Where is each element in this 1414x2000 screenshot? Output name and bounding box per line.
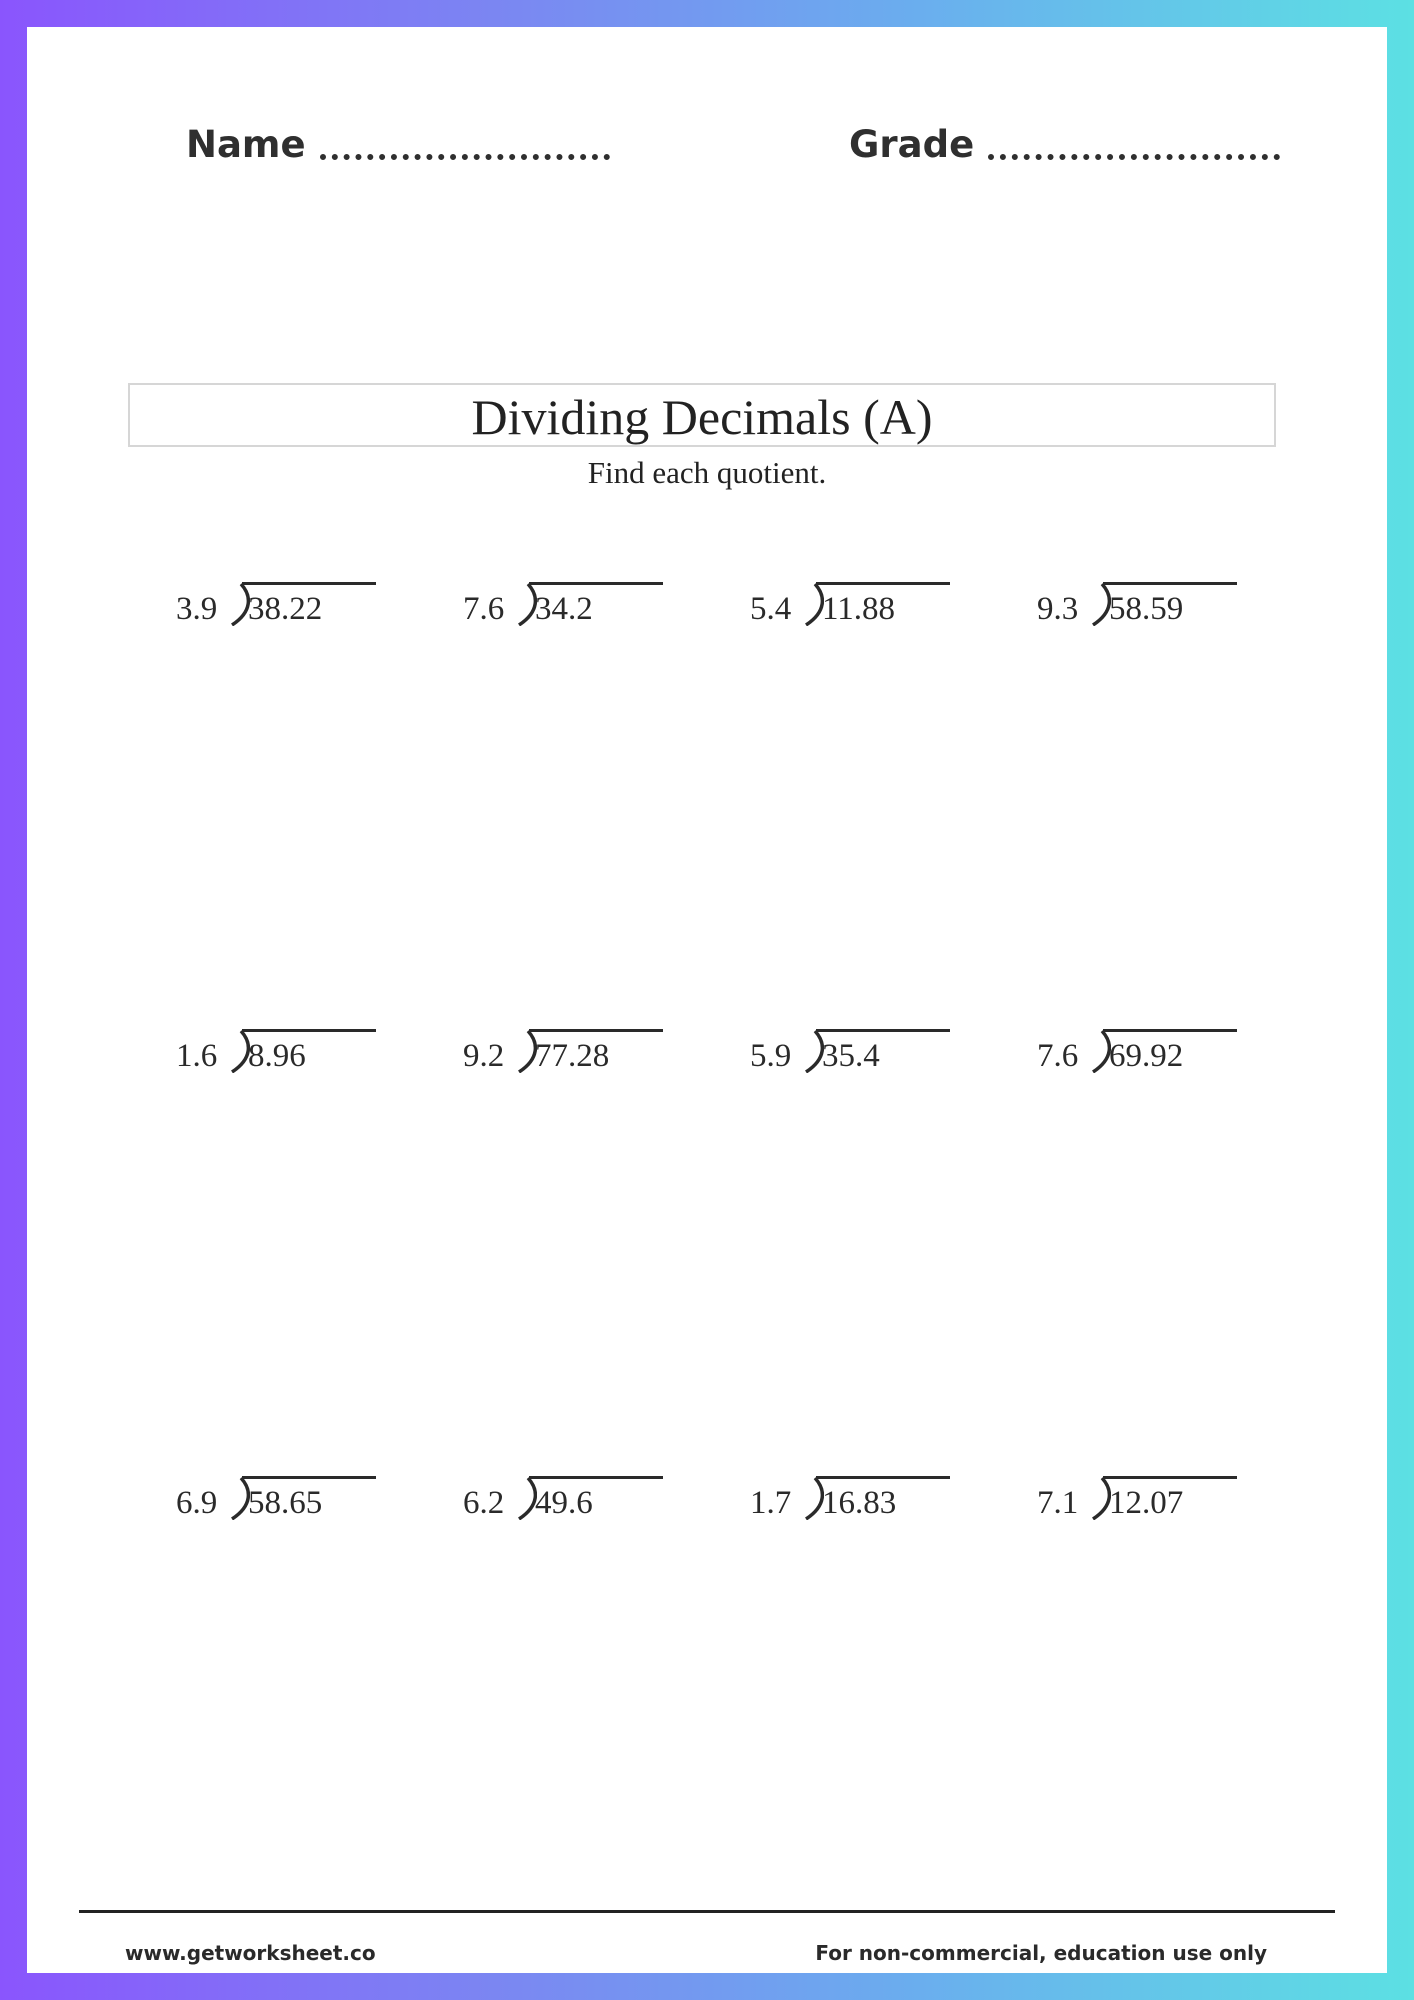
divisor: 9.3 [1037, 591, 1079, 627]
dividend: 69.92 [1109, 1038, 1184, 1074]
division-problem [750, 1029, 980, 1079]
division-bar [816, 582, 950, 585]
division-bracket [511, 1476, 537, 1520]
worksheet-title: Dividing Decimals (A) [471, 389, 933, 445]
division-bar [529, 1029, 663, 1032]
division-problem [463, 582, 693, 632]
division-problem [176, 1029, 406, 1079]
division-bracket [511, 582, 537, 626]
division-problem [1037, 1029, 1267, 1079]
divisor: 5.9 [750, 1038, 792, 1074]
division-problem [463, 1476, 693, 1526]
dividend: 49.6 [535, 1485, 593, 1521]
division-bar [816, 1029, 950, 1032]
dividend: 12.07 [1109, 1485, 1184, 1521]
divisor: 9.2 [463, 1038, 505, 1074]
divisor: 7.6 [1037, 1038, 1079, 1074]
division-bracket [1085, 582, 1111, 626]
divisor: 6.9 [176, 1485, 218, 1521]
division-bar [816, 1476, 950, 1479]
division-bar [242, 582, 376, 585]
division-bracket [798, 582, 824, 626]
division-bracket [224, 1476, 250, 1520]
division-bar [242, 1029, 376, 1032]
division-bar [1103, 1029, 1237, 1032]
title-box [128, 383, 1276, 447]
division-bracket [224, 582, 250, 626]
division-problem [750, 582, 980, 632]
divisor: 5.4 [750, 591, 792, 627]
division-problem [463, 1029, 693, 1079]
division-bracket [224, 1029, 250, 1073]
footer-divider [79, 1910, 1335, 1913]
grade-label: Grade [849, 123, 975, 166]
divisor: 3.9 [176, 591, 218, 627]
divisor: 6.2 [463, 1485, 505, 1521]
division-bracket [798, 1029, 824, 1073]
division-problem [176, 582, 406, 632]
division-bar [529, 582, 663, 585]
grade-field [849, 123, 1280, 166]
dividend: 11.88 [822, 591, 896, 627]
name-blank-line[interactable] [320, 154, 610, 160]
divisor: 1.6 [176, 1038, 218, 1074]
division-problem [750, 1476, 980, 1526]
division-problem [1037, 582, 1267, 632]
worksheet-page [27, 27, 1387, 1973]
division-bracket [1085, 1029, 1111, 1073]
divisor: 7.1 [1037, 1485, 1079, 1521]
division-bar [242, 1476, 376, 1479]
dividend: 34.2 [535, 591, 593, 627]
dividend: 58.59 [1109, 591, 1184, 627]
worksheet-instruction: Find each quotient. [587, 455, 827, 490]
division-bracket [511, 1029, 537, 1073]
division-bar [1103, 582, 1237, 585]
dividend: 8.96 [248, 1038, 306, 1074]
division-bracket [1085, 1476, 1111, 1520]
divisor: 1.7 [750, 1485, 792, 1521]
dividend: 38.22 [248, 591, 323, 627]
division-bar [1103, 1476, 1237, 1479]
division-bar [529, 1476, 663, 1479]
footer-website: www.getworksheet.co [125, 1941, 376, 1965]
division-bracket [798, 1476, 824, 1520]
dividend: 35.4 [822, 1038, 880, 1074]
footer-license: For non-commercial, education use only [815, 1941, 1267, 1965]
division-problem [176, 1476, 406, 1526]
divisor: 7.6 [463, 591, 505, 627]
dividend: 58.65 [248, 1485, 323, 1521]
grade-blank-line[interactable] [988, 154, 1280, 160]
dividend: 16.83 [822, 1485, 897, 1521]
dividend: 77.28 [535, 1038, 610, 1074]
name-field [186, 123, 610, 166]
division-problem [1037, 1476, 1267, 1526]
name-label: Name [186, 123, 306, 166]
